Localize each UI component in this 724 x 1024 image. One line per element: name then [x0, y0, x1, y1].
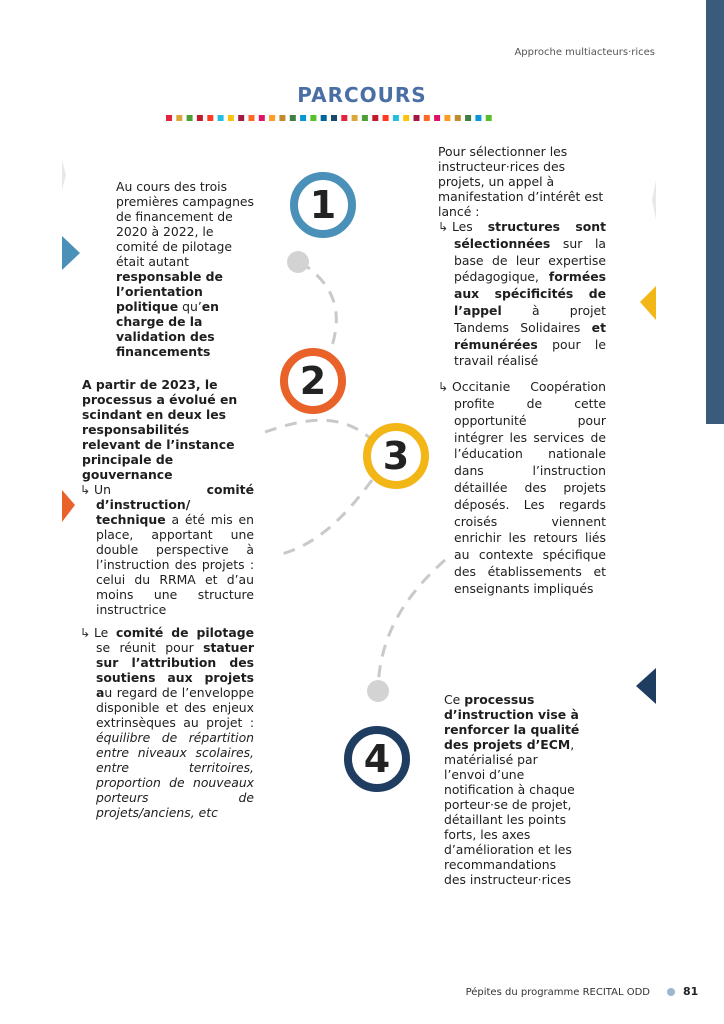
- section-header: Approche multiacteurs·rices: [514, 47, 655, 58]
- footer-program: Pépites du programme RECITAL ODD: [465, 987, 650, 998]
- triangle-left-orange: [62, 490, 75, 522]
- step-4-number: 4: [363, 737, 391, 781]
- arrow-icon: ↳: [80, 482, 91, 497]
- triangle-left-blue: [62, 236, 80, 270]
- step-1-number: 1: [309, 183, 337, 227]
- bullet-comite-pilotage: ↳ Le comité de pilotage se réunit pour statuer sur l’attribution des soutiens aux projets au regard de l’enveloppe disponible et des enjeux extrinsèques au projet : équilibre de répartition entre niveaux scolaires, entre territoires, proportion de nouveaux porteurs de projets/anciens, etc: [80, 625, 254, 820]
- bullet-occitanie: ↳ Occitanie Coopération profite de cette opportunité pour intégrer les services de l’éducation nationale dans l’instruction détaillée des projets déposés. Les regards croisés viennent enrichir les retours liés au contexte spécifique des établissements et enseignants impliqués: [438, 379, 606, 596]
- block-4-text: Ce processus d’instruction vise à renforcer la qualité des projets d’ECM, matérialisé par l’envoi d’une notification à chaque porteur·se de projet, détaillant les points forts, les axes d’amélioration et les recommandations des instructeur·rices: [444, 692, 580, 887]
- step-3-number: 3: [382, 434, 410, 478]
- step-2-badge: [280, 348, 346, 414]
- triangle-right-yellow: [640, 286, 656, 320]
- block-3-bullets: [438, 219, 606, 606]
- block-2-bullets: [80, 482, 254, 828]
- step-1-badge: [290, 172, 356, 238]
- step-4-badge: [344, 726, 410, 792]
- step-2-number: 2: [299, 359, 327, 403]
- path-node-1: [287, 251, 309, 273]
- bullet-comite-instruction: ↳ Un comité d’instruction/ technique a été mis en place, apportant une double perspective à l’instruction des projets : celui du RRMA et d’au moins une structure instructrice: [80, 482, 254, 617]
- bullet-structures: ↳ Les structures sont sélectionnées sur la base de leur expertise pédagogique, formées aux spécificités de l’appel à projet Tandems Solidaires et rémunérées pour le travail réalisé: [438, 219, 607, 369]
- block-1-text: Au cours des trois premières campagnes de financement de 2020 à 2022, le comité de pilotage était autant responsable de l’orientation politique qu’en charge de la validation des financements: [116, 179, 255, 359]
- footer-dot: [667, 988, 675, 996]
- arrow-icon: ↳: [438, 219, 449, 234]
- arrow-icon: ↳: [438, 379, 449, 395]
- page-title: PARCOURS: [297, 83, 427, 107]
- block-3-intro: Pour sélectionner les instructeur·rices des projets, un appel à manifestation d’intérêt est lancé :: [438, 144, 604, 219]
- arrow-icon: ↳: [80, 625, 91, 640]
- page-number: 81: [683, 985, 699, 998]
- step-3-badge: [363, 423, 429, 489]
- block-2-heading: A partir de 2023, le processus a évolué en scindant en deux les responsabilités relevant de l’instance principale de gouvernance: [82, 377, 238, 482]
- triangle-right-navy: [636, 668, 656, 704]
- path-node-2: [367, 680, 389, 702]
